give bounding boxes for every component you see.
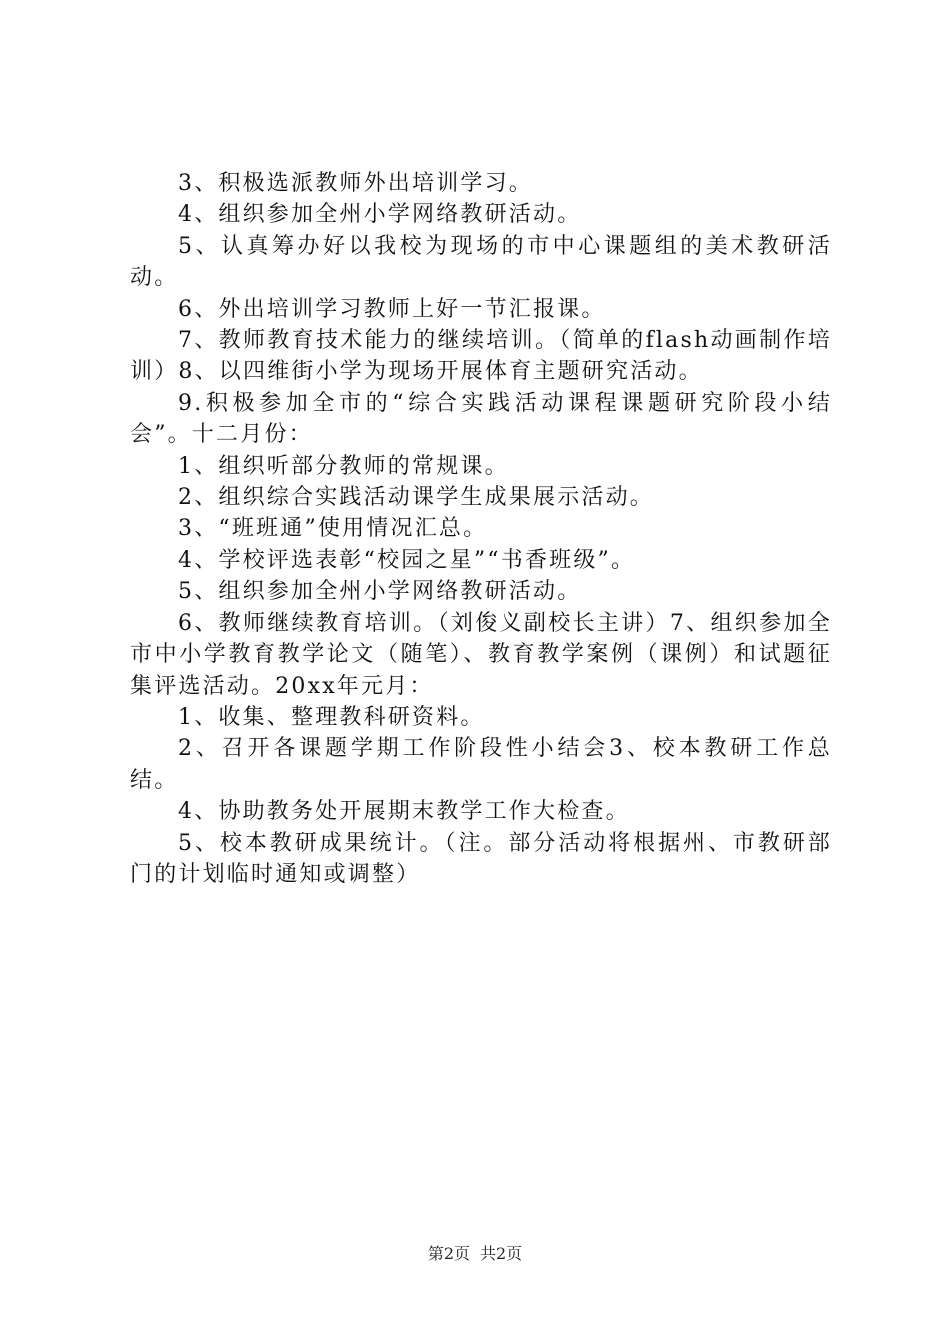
page-footer [0, 1241, 950, 1264]
paragraph: 2、组织综合实践活动课学生成果展示活动。 [178, 485, 654, 511]
paragraph: 1、收集、整理教科研资料。 [178, 704, 485, 730]
paragraph: 6、外出培训学习教师上好一节汇报课。 [178, 296, 606, 322]
paragraph: 7、教师教育技术能力的继续培训。（简单的flash动画制作培训）8、以四维街小学为现场开展体育主题研究活动。 [130, 328, 832, 385]
paragraph: 4、学校评选表彰“校园之星”“书香班级”。 [178, 547, 636, 573]
paragraph: 3、积极选派教师外出培训学习。 [178, 171, 533, 196]
paragraph: 3、“班班通”使用情况汇总。 [178, 516, 488, 542]
paragraph: 4、协助教务处开展期末教学工作大检查。 [178, 799, 630, 825]
paragraph: 5、校本教研成果统计。（注。部分活动将根据州、市教研部门的计划临时通知或调整） [130, 830, 832, 887]
paragraph: 4、组织参加全州小学网络教研活动。 [178, 202, 582, 228]
paragraph: 9.积极参加全市的“综合实践活动课程课题研究阶段小结会”。十二月份： [130, 390, 832, 448]
paragraph: 6、教师继续教育培训。（刘俊义副校长主讲）7、组织参加全市中小学教育教学论文（随笔）、教育教学案例（课例）和试题征集评选活动。20xx年元月： [130, 610, 832, 699]
page-total: 共2页 [480, 1244, 523, 1263]
paragraph: 5、组织参加全州小学网络教研活动。 [178, 579, 582, 605]
paragraph: 1、组织听部分教师的常规课。 [178, 453, 509, 479]
page-number: 第2页 [427, 1244, 470, 1263]
paragraph: 5、认真筹办好以我校为现场的市中心课题组的美术教研活动。 [130, 233, 832, 291]
paragraph: 2、召开各课题学期工作阶段性小结会3、校本教研工作总结。 [130, 736, 832, 793]
document-body [130, 168, 832, 890]
